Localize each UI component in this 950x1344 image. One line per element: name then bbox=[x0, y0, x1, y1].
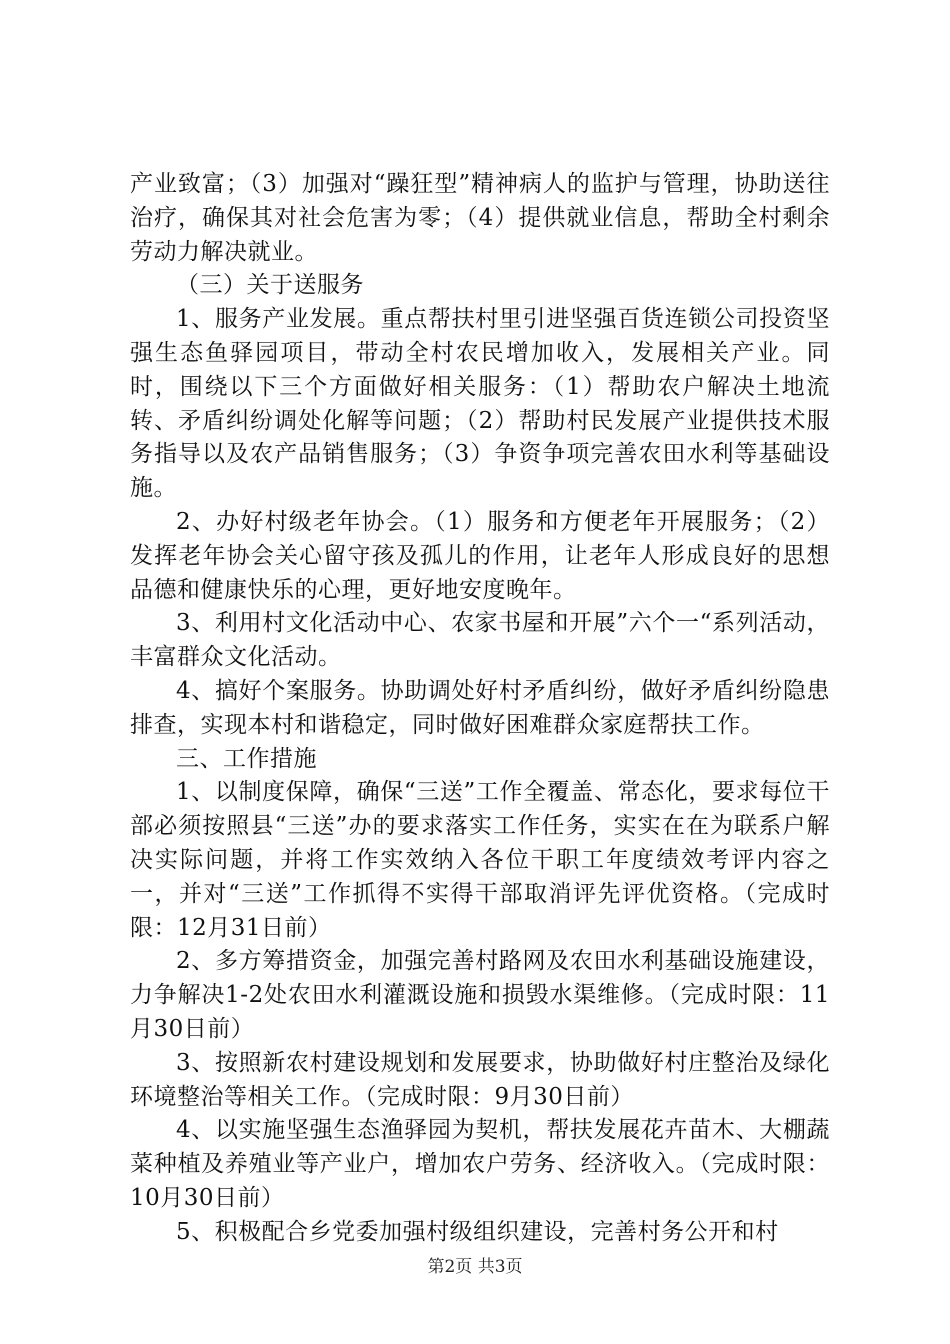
measure-item-2: 2、多方筹措资金，加强完善村路网及农田水利基础设施建设，力争解决1-2处农田水利灌溉设施和损毁水渠维修。（完成时限：11月30日前） bbox=[130, 948, 830, 1042]
measure-item-1: 1、以制度保障，确保“三送”工作全覆盖、常态化，要求每位干部必须按照县“三送”办的要求落实工作任务，实实在在为联系户解决实际问题，并将工作实效纳入各位干职工年度绩效考评内容之一，并对“三送”工作抓得不实得干部取消评先评优资格。（完成时限：12月31日前） bbox=[130, 779, 830, 941]
measure-item-5: 5、积极配合乡党委加强村级组织建设，完善村务公开和村 bbox=[176, 1218, 779, 1245]
measure-item-4: 4、以实施坚强生态渔驿园为契机，帮扶发展花卉苗木、大棚蔬菜种植及养殖业等产业户，增加农户劳务、经济收入。（完成时限：10月30日前） bbox=[130, 1117, 830, 1211]
service-item-3: 3、利用村文化活动中心、农家书屋和开展”六个一“系列活动，丰富群众文化活动。 bbox=[130, 610, 830, 671]
section-heading-send-service: （三）关于送服务 bbox=[176, 272, 364, 299]
service-item-4: 4、搞好个案服务。协助调处好村矛盾纠纷，做好矛盾纠纷隐患排查，实现本村和谐稳定，同时做好困难群众家庭帮扶工作。 bbox=[130, 677, 830, 738]
document-body bbox=[130, 168, 830, 1250]
page-footer: 第2页 共3页 bbox=[427, 1257, 523, 1277]
service-item-2: 2、办好村级老年协会。（1）服务和方便老年开展服务；（2）发挥老年协会关心留守孩及孤儿的作用，让老年人形成良好的思想品德和健康快乐的心理，更好地安度晚年。 bbox=[130, 508, 830, 603]
service-item-1: 1、服务产业发展。重点帮扶村里引进坚强百货连锁公司投资坚强生态鱼驿园项目，带动全村农民增加收入，发展相关产业。同时，围绕以下三个方面做好相关服务：（1）帮助农户解决土地流转、矛盾纠纷调处化解等问题；（2）帮助村民发展产业提供技术服务指导以及农产品销售服务；（3）争资争项完善农田水利等基础设施。 bbox=[130, 306, 830, 502]
section-heading-work-measures: 三、工作措施 bbox=[176, 745, 317, 772]
measure-item-3: 3、按照新农村建设规划和发展要求，协助做好村庄整治及绿化环境整治等相关工作。（完成时限：9月30日前） bbox=[130, 1049, 830, 1110]
paragraph-continuation: 产业致富；（3）加强对“躁狂型”精神病人的监护与管理，协助送往治疗，确保其对社会危害为零；（4）提供就业信息，帮助全村剩余劳动力解决就业。 bbox=[130, 171, 830, 265]
